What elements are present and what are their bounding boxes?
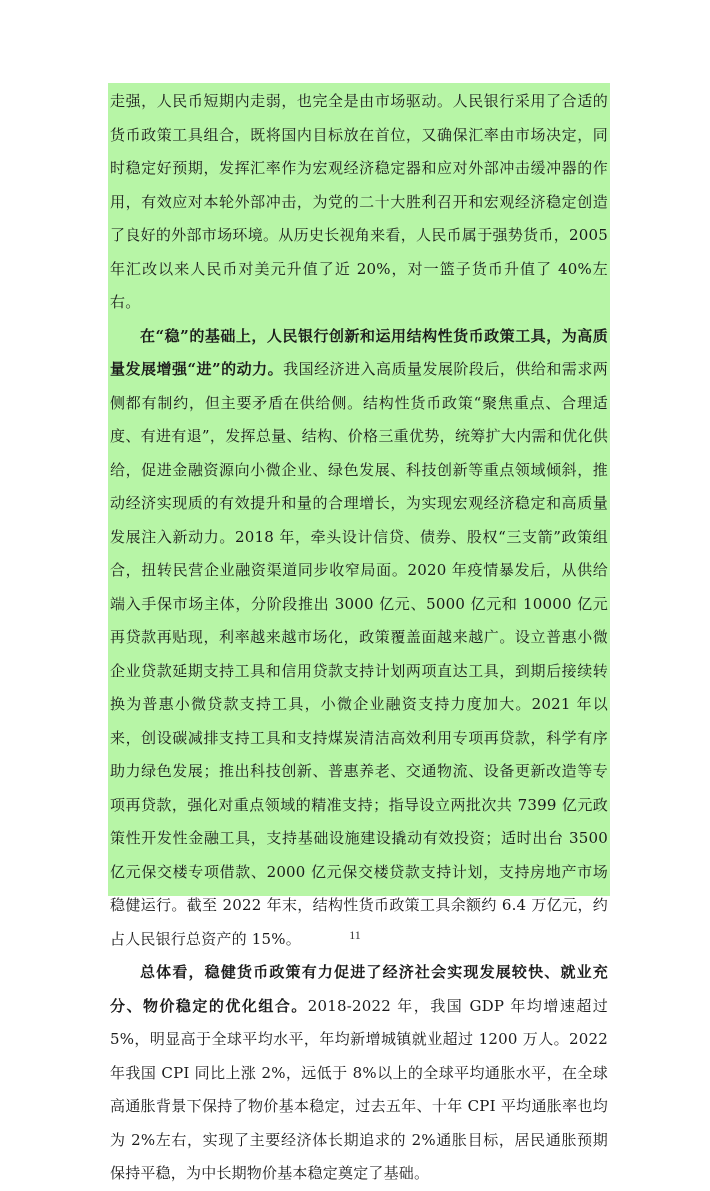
paragraph-1 xyxy=(110,85,608,320)
paragraph-2-lead: 在“稳”的基础上，人民银行创新和运用结构性货币政策工具，为高质量发展增强“进”的动力。 xyxy=(110,326,608,378)
paragraph-2-body: 我国经济进入高质量发展阶段后，供给和需求两侧都有制约，但主要矛盾在供给侧。结构性货币政策“聚焦重点、合理适度、有进有退”，发挥总量、结构、价格三重优势，统筹扩大内需和优化供给，促进金融资源向小微企业、绿色发展、科技创新等重点领域倾斜，推动经济实现质的有效提升和量的合理增长，为实现宏观经济稳定和高质量发展注入新动力。2018 年，牵头设计信贷、债券、股权“三支箭”政策组合，扭转民营企业融资渠道同步收窄局面。2020 年疫情暴发后，从供给端入手保市场主体，分阶段推出 3000 亿元、5000 亿元和 10000 亿元再贷款再贴现，利率越来越市场化，政策覆盖面越来越广。设立普惠小微企业贷款延期支持工具和信用贷款支持计划两项直达工具，到期后接续转换为普惠小微贷款支持工具，小微企业融资支持力度加大。2021 年以来，创设碳减排支持工具和支持煤炭清洁高效利用专项再贷款，科学有序助力绿色发展；推出科技创新、普惠养老、交通物流、设备更新改造等专项再贷款，强化对重点领域的精准支持；指导设立两批次共 7399 亿元政策性开发性金融工具，支持基础设施建设撬动有效投资；适时出台 3500 亿元保交楼专项借款、2000 亿元保交楼贷款支持计划，支持房地产市场稳健运行。截至 2022 年末，结构性货币政策工具余额约 6.4 万亿元，约占人民银行总资产的 15%。 xyxy=(110,360,608,948)
paragraph-3-body: 2018-2022 年，我国 GDP 年均增速超过 5%，明显高于全球平均水平，年均新增城镇就业超过 1200 万人。2022 年我国 CPI 同比上涨 2%，远低于 8%以上的全球平均通胀水平，在全球高通胀背景下保持了物价基本稳定，过去五年、十年 CPI 平均通胀率也均为 2%左右，实现了主要经济体长期追求的 2%通胀目标，居民通胀预期保持平稳，为中长期物价基本稳定奠定了基础。 xyxy=(110,996,609,1182)
paragraph-3 xyxy=(110,956,608,1191)
paragraph-3-lead: 总体看，稳健货币政策有力促进了经济社会实现发展较快、就业充分、物价稳定的优化组合。 xyxy=(110,963,608,1015)
page-number: 11 xyxy=(349,928,361,942)
paragraph-2 xyxy=(110,320,608,957)
paragraph-1-body: 走强，人民币短期内走弱，也完全是由市场驱动。人民银行采用了合适的货币政策工具组合，既将国内目标放在首位，又确保汇率由市场决定，同时稳定好预期，发挥汇率作为宏观经济稳定器和应对外部冲击缓冲器的作用，有效应对本轮外部冲击，为党的二十大胜利召开和宏观经济稳定创造了良好的外部市场环境。从历史长视角来看，人民币属于强势货币，2005 年汇改以来人民币对美元升值了近 20%，对一篮子货币升值了 40%左右。 xyxy=(110,92,608,311)
